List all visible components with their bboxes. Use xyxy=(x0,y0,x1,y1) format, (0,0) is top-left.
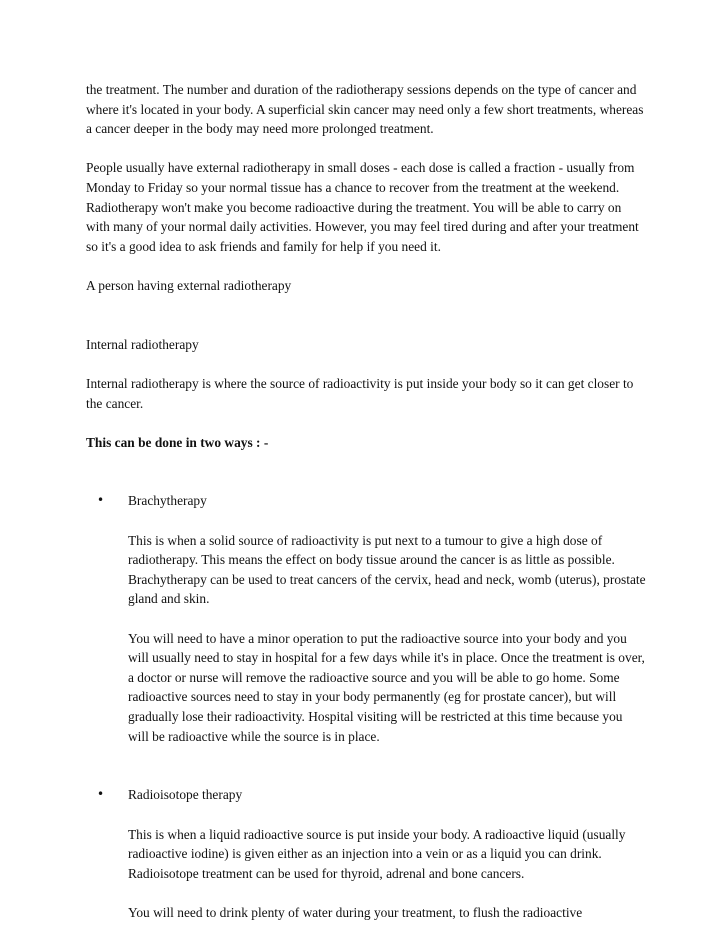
method-title: Brachytherapy xyxy=(128,493,207,509)
bullet-icon: • xyxy=(97,787,105,802)
method-title: Radioisotope therapy xyxy=(128,787,243,803)
document-page xyxy=(86,80,646,942)
intro-paragraph-1: the treatment. The number and duration of the radiotherapy sessions depends on the type of cancer and where it's located in your body. A superficial skin cancer may need only a few short treatments, whereas a cancer deeper in the body may need more prolonged treatment. xyxy=(86,82,644,137)
internal-radiotherapy-heading: Internal radiotherapy xyxy=(86,336,199,352)
intro-paragraph-2: People usually have external radiotherapy in small doses - each dose is called a fraction - usually from Monday to Friday so your normal tissue has a chance to recover from the treatment at the weekend. Radiotherapy won't make you become radioactive during the treatment. You will be able to carry on with many of your normal daily activities. However, you may feel tired during and after your treatment so it's a good idea to ask friends and family for help if you need it. xyxy=(86,160,639,254)
method-brachytherapy xyxy=(86,491,646,746)
internal-radiotherapy-paragraph: Internal radiotherapy is where the source of radioactivity is put inside your body so it can get closer to the cancer. xyxy=(86,375,634,411)
spacer xyxy=(86,766,646,786)
method-paragraph: You will need to drink plenty of water during your treatment, to flush the radioactive xyxy=(128,904,583,920)
ways-heading: This can be done in two ways : - xyxy=(86,434,269,450)
method-paragraph: This is when a liquid radioactive source is put inside your body. A radioactive liquid (usually radioactive iodine) is given either as an injection into a vein or as a liquid you can drink. Radioisotope treatment can be used for thyroid, adrenal and bone cancers. xyxy=(128,826,626,881)
method-paragraph: You will need to have a minor operation to put the radioactive source into your body and you will usually need to stay in hospital for a few days while it's in place. Once the treatment is over, a doctor or nurse will remove the radioactive source and you will be able to go home. Some radioactive sources need to stay in your body permanently (eg for prostate cancer), but will gradually lose their radioactivity. Hospital visiting will be restricted at this time because you will be radioactive while the source is in place. xyxy=(128,630,645,744)
spacer xyxy=(86,315,646,335)
method-paragraph: This is when a solid source of radioactivity is put next to a tumour to give a high dose of radiotherapy. This means the effect on body tissue around the cancer is as little as possible. Brachytherapy can be used to treat cancers of the cervix, head and neck, womb (uterus), prostate gland and skin. xyxy=(128,532,646,607)
image-caption: A person having external radiotherapy xyxy=(86,277,292,293)
spacer xyxy=(86,472,646,492)
method-radioisotope-therapy xyxy=(86,785,646,922)
bullet-icon: • xyxy=(97,493,105,508)
methods-list xyxy=(86,491,646,922)
